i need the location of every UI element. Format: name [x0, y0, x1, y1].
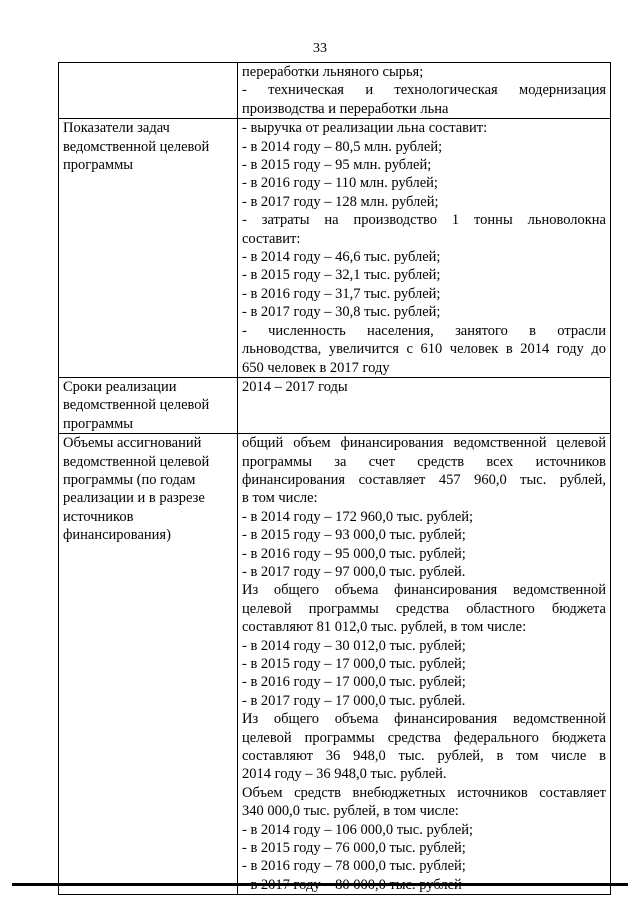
- row-value-line: - в 2016 году – 17 000,0 тыс. рублей;: [242, 674, 466, 691]
- row-label-line: программы: [63, 157, 133, 174]
- page-number: 33: [313, 41, 327, 56]
- row-label-line: программы: [63, 415, 133, 432]
- row-value-line: составит:: [242, 230, 301, 247]
- row-label-line: источников: [63, 508, 134, 525]
- row-value-line: - в 2014 году – 30 012,0 тыс. рублей;: [242, 637, 466, 654]
- row-value-line: Из общего объема финансирования ведомственной: [242, 711, 606, 728]
- row-value-line: финансирования составляет 457 960,0 тыс. рублей,: [242, 471, 606, 488]
- bottom-rule: [12, 883, 628, 886]
- row-label-line: реализации и в разрезе: [63, 490, 205, 507]
- row-value-line: - в 2015 году – 95 млн. рублей;: [242, 157, 432, 174]
- row-value-line: - в 2014 году – 46,6 тыс. рублей;: [242, 249, 441, 266]
- row-value-line: 2014 – 2017 годы: [242, 378, 348, 395]
- row-value-line: - техническая и технологическая модернизация: [242, 82, 606, 99]
- row-value-line: - в 2017 году – 128 млн. рублей;: [242, 193, 439, 210]
- row-value-line: 650 человек в 2017 году: [242, 359, 390, 376]
- row-value-line: - в 2015 году – 93 000,0 тыс. рублей;: [242, 527, 466, 544]
- row-label-line: ведомственной целевой: [63, 138, 210, 155]
- row-label-line: ведомственной целевой: [63, 397, 210, 414]
- row-value-line: целевой программы средства областного бюджета: [242, 600, 606, 617]
- row-value-line: - в 2014 году – 106 000,0 тыс. рублей;: [242, 821, 474, 838]
- row-label-cell: [59, 63, 238, 119]
- row-value-cell: [238, 434, 611, 895]
- row-value-line: Из общего объема финансирования ведомственной: [242, 582, 606, 599]
- row-value-line: - в 2017 году – 30,8 тыс. рублей;: [242, 304, 441, 321]
- row-value-line: - в 2016 году – 95 000,0 тыс. рублей;: [242, 545, 466, 562]
- row-value-line: 340 000,0 тыс. рублей, в том числе:: [242, 803, 459, 820]
- row-label-line: Показатели задач: [63, 120, 170, 137]
- table-row: [59, 434, 611, 895]
- table-row: [59, 63, 611, 119]
- row-label-cell: [59, 434, 238, 895]
- row-value-line: - в 2015 году – 32,1 тыс. рублей;: [242, 267, 441, 284]
- row-value-line: - затраты на производство 1 тонны льноволокна: [242, 212, 606, 229]
- row-value-line: - в 2016 году – 110 млн. рублей;: [242, 175, 438, 192]
- row-value-line: - в 2015 году – 17 000,0 тыс. рублей;: [242, 656, 466, 672]
- table-body: [59, 63, 611, 895]
- row-value-line: - в 2017 году – 17 000,0 тыс. рублей.: [242, 692, 466, 709]
- row-label-line: финансирования): [63, 527, 171, 544]
- row-value-line: целевой программы средства федерального бюджета: [242, 729, 606, 746]
- row-value-line: составляют 81 012,0 тыс. рублей, в том числе:: [242, 619, 527, 636]
- row-value-line: программы за счет средств всех источников: [242, 453, 606, 470]
- table-row: [59, 119, 611, 378]
- row-label-cell: [59, 377, 238, 433]
- row-label-line: Сроки реализации: [63, 378, 177, 395]
- row-value-line: - в 2014 году – 172 960,0 тыс. рублей;: [242, 508, 474, 525]
- row-value-line: 2014 году – 36 948,0 тыс. рублей.: [242, 766, 447, 783]
- program-passport-table: [58, 62, 611, 895]
- row-value-line: - в 2017 году – 97 000,0 тыс. рублей.: [242, 563, 466, 580]
- row-value-line: в том числе:: [242, 490, 318, 507]
- row-label-cell: [59, 119, 238, 378]
- row-label-line: программы (по годам: [63, 471, 196, 488]
- row-value-line: общий объем финансирования ведомственной целевой: [242, 435, 606, 452]
- row-label-line: Объемы ассигнований: [63, 435, 202, 452]
- row-value-cell: [238, 377, 611, 433]
- row-value-line: - численность населения, занятого в отрасли: [242, 322, 606, 339]
- row-value-line: составляют 36 948,0 тыс. рублей, в том числе в: [242, 748, 606, 765]
- row-value-line: Объем средств внебюджетных источников составляет: [242, 784, 606, 801]
- row-value-line: - выручка от реализации льна составит:: [242, 120, 488, 137]
- row-value-line: переработки льняного сырья;: [242, 64, 424, 80]
- row-value-line: льноводства, увеличится с 610 человек в 2014 году до: [242, 341, 606, 358]
- row-value-cell: [238, 63, 611, 119]
- row-value-line: - в 2016 году – 31,7 тыс. рублей;: [242, 285, 441, 302]
- row-value-line: - в 2014 году – 80,5 млн. рублей;: [242, 138, 443, 155]
- row-value-line: производства и переработки льна: [242, 100, 449, 117]
- table-row: [59, 377, 611, 433]
- row-value-cell: [238, 119, 611, 378]
- row-value-line: - в 2016 году – 78 000,0 тыс. рублей;: [242, 858, 466, 875]
- row-value-line: - в 2015 году – 76 000,0 тыс. рублей;: [242, 840, 466, 857]
- row-label-line: ведомственной целевой: [63, 453, 210, 470]
